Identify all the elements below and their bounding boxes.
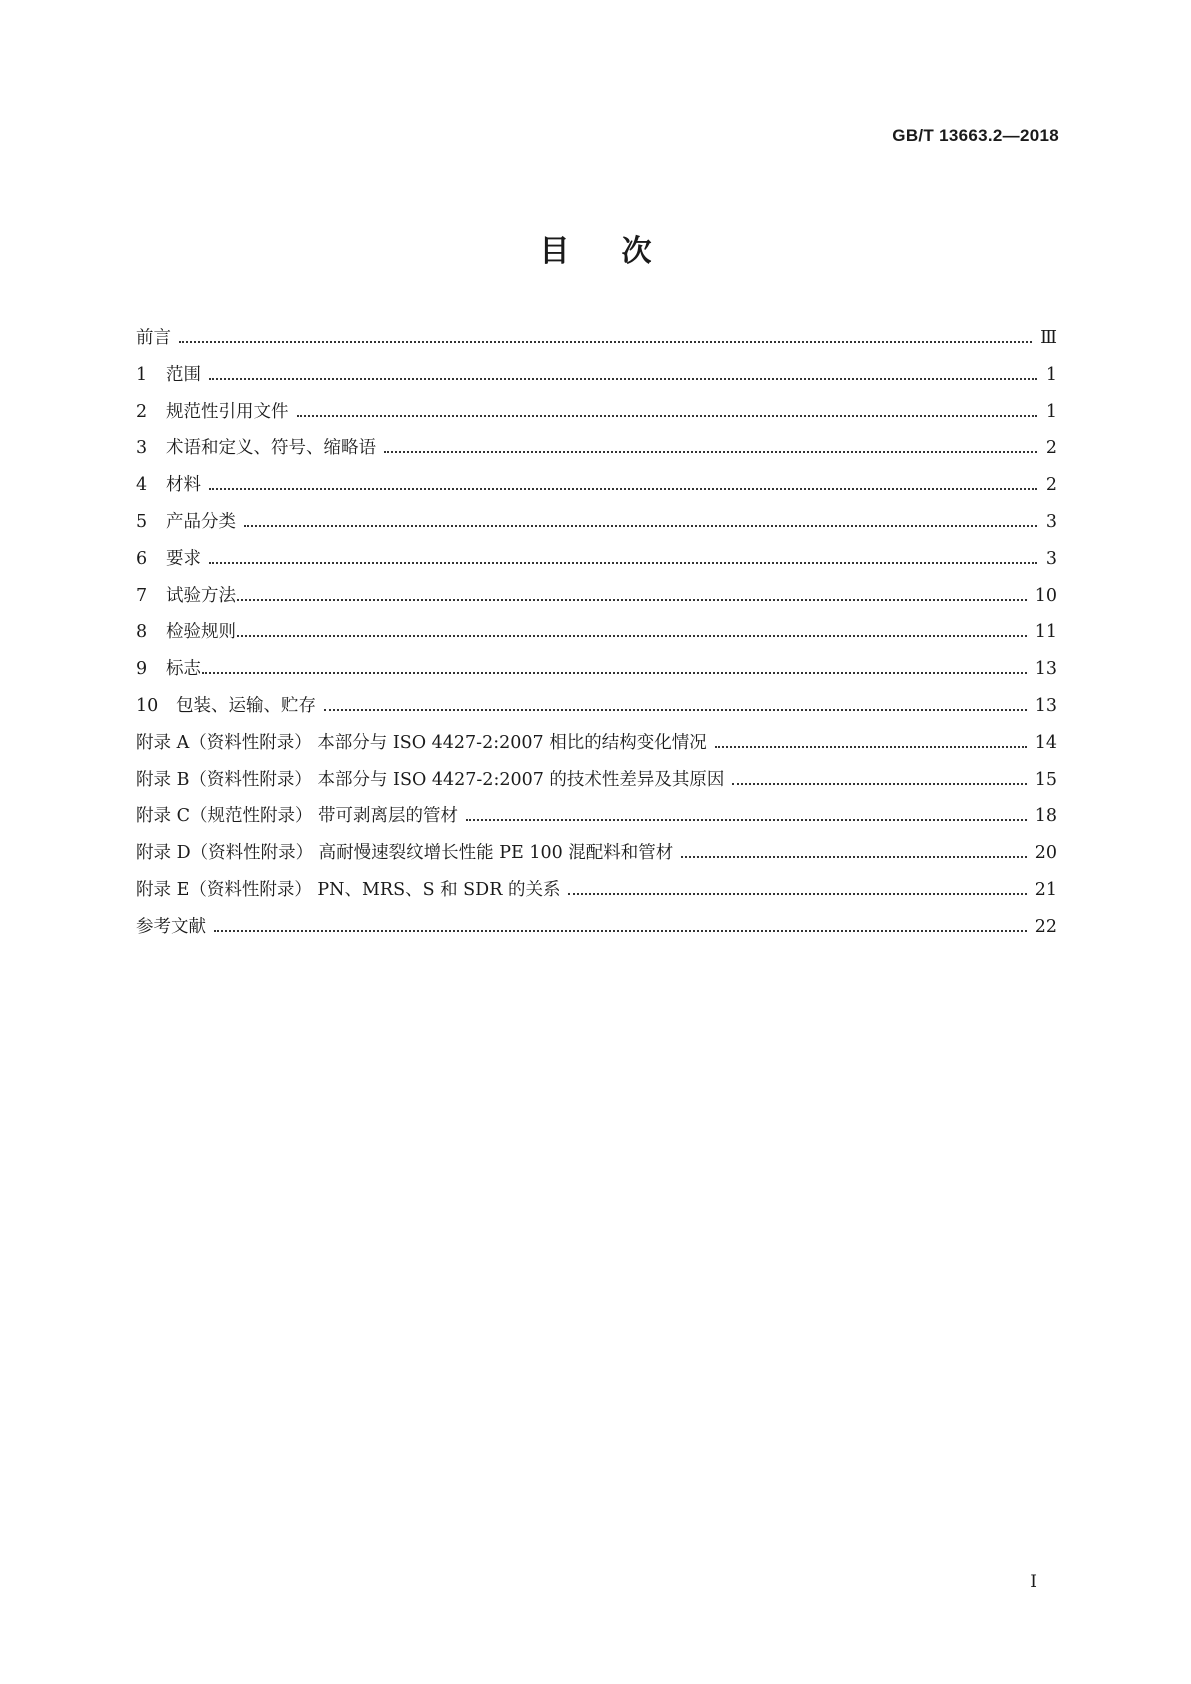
toc-entry-3[interactable] xyxy=(136,436,1057,473)
toc-entry-10[interactable] xyxy=(136,694,1057,731)
toc-leader-dots xyxy=(297,415,1038,417)
toc-entry-page: 20 xyxy=(1034,843,1057,864)
toc-entry-2[interactable] xyxy=(136,400,1057,437)
toc-leader-dots xyxy=(179,341,1032,343)
toc-entry-1[interactable] xyxy=(136,363,1057,400)
toc-leader-dots xyxy=(715,746,1027,748)
toc-entry-label: 前言 xyxy=(136,328,171,348)
toc-entry-label: 附录 E（资料性附录） PN、MRS、S 和 SDR 的关系 xyxy=(136,879,561,900)
toc-leader-dots xyxy=(466,819,1027,821)
toc-entry-number: 1 xyxy=(136,364,148,385)
toc-entry-label: 附录 C（规范性附录） 带可剥离层的管材 xyxy=(136,806,459,827)
toc-entry-page: 21 xyxy=(1034,879,1057,900)
toc-leader-dots xyxy=(214,930,1027,932)
toc-entry-8[interactable] xyxy=(136,620,1057,657)
toc-entry-annex-e[interactable] xyxy=(136,878,1057,915)
toc-entry-page: Ⅲ xyxy=(1040,328,1057,348)
toc-entry-number: 4 xyxy=(136,475,148,496)
toc-entry-label: 范围 xyxy=(166,364,201,385)
table-of-contents xyxy=(136,326,1057,952)
toc-leader-dots xyxy=(324,709,1027,711)
toc-entry-annex-b[interactable] xyxy=(136,768,1057,805)
toc-entry-page: 10 xyxy=(1034,585,1057,606)
toc-entry-number: 3 xyxy=(136,438,148,459)
toc-entry-7[interactable] xyxy=(136,584,1057,621)
toc-entry-number: 7 xyxy=(136,585,148,606)
toc-entry-label: 附录 B（资料性附录） 本部分与 ISO 4427-2:2007 的技术性差异及其原因 xyxy=(136,769,725,790)
toc-entry-page: 15 xyxy=(1034,769,1057,790)
toc-entry-page: 13 xyxy=(1034,695,1057,716)
toc-entry-page: 3 xyxy=(1045,548,1057,569)
toc-entry-4[interactable] xyxy=(136,473,1057,510)
toc-entry-annex-a[interactable] xyxy=(136,731,1057,768)
toc-entry-page: 1 xyxy=(1045,364,1057,385)
page-title: 目次 xyxy=(539,234,704,269)
toc-entry-page: 11 xyxy=(1034,622,1057,643)
toc-entry-label: 检验规则 xyxy=(166,622,236,643)
toc-leader-dots xyxy=(237,599,1027,601)
toc-entry-6[interactable] xyxy=(136,547,1057,584)
toc-leader-dots xyxy=(384,451,1037,453)
toc-entry-label: 要求 xyxy=(166,548,201,569)
toc-entry-label: 规范性引用文件 xyxy=(166,401,289,422)
standard-code: GB/T 13663.2—2018 xyxy=(892,126,1059,145)
toc-entry-label: 产品分类 xyxy=(166,511,236,532)
toc-entry-page: 2 xyxy=(1045,475,1057,496)
toc-leader-dots xyxy=(681,856,1026,858)
toc-leader-dots xyxy=(237,635,1027,637)
toc-entry-label: 术语和定义、符号、缩略语 xyxy=(166,438,376,459)
toc-entry-number: 2 xyxy=(136,401,148,422)
toc-leader-dots xyxy=(209,378,1037,380)
toc-entry-page: 14 xyxy=(1034,732,1057,753)
toc-entry-foreword[interactable] xyxy=(136,326,1057,363)
toc-entry-page: 18 xyxy=(1034,806,1057,827)
toc-leader-dots xyxy=(244,525,1037,527)
toc-entry-number: 9 xyxy=(136,659,148,680)
toc-entry-5[interactable] xyxy=(136,510,1057,547)
toc-leader-dots xyxy=(209,562,1037,564)
toc-entry-page: 13 xyxy=(1034,659,1057,680)
toc-leader-dots xyxy=(209,488,1037,490)
toc-leader-dots xyxy=(568,893,1026,895)
toc-entry-label: 材料 xyxy=(166,475,201,496)
toc-entry-label: 附录 A（资料性附录） 本部分与 ISO 4427-2:2007 相比的结构变化情况 xyxy=(136,732,707,753)
toc-entry-label: 参考文献 xyxy=(136,916,206,937)
toc-entry-number: 5 xyxy=(136,511,148,532)
toc-entry-number: 8 xyxy=(136,622,148,643)
toc-entry-label: 包装、运输、贮存 xyxy=(176,695,316,716)
toc-entry-references[interactable] xyxy=(136,915,1057,952)
toc-entry-label: 附录 D（资料性附录） 高耐慢速裂纹增长性能 PE 100 混配料和管材 xyxy=(136,843,674,864)
toc-entry-page: 1 xyxy=(1045,401,1057,422)
toc-entry-number: 6 xyxy=(136,548,148,569)
toc-entry-label: 标志 xyxy=(166,659,201,680)
toc-leader-dots xyxy=(202,672,1027,674)
toc-entry-page: 22 xyxy=(1034,916,1057,937)
toc-entry-9[interactable] xyxy=(136,657,1057,694)
toc-entry-number: 10 xyxy=(136,695,159,716)
toc-leader-dots xyxy=(732,783,1026,785)
toc-entry-annex-d[interactable] xyxy=(136,841,1057,878)
toc-entry-page: 3 xyxy=(1045,511,1057,532)
toc-entry-annex-c[interactable] xyxy=(136,804,1057,841)
toc-entry-label: 试验方法 xyxy=(166,585,236,606)
page-number: I xyxy=(1030,1572,1037,1592)
toc-entry-page: 2 xyxy=(1045,438,1057,459)
